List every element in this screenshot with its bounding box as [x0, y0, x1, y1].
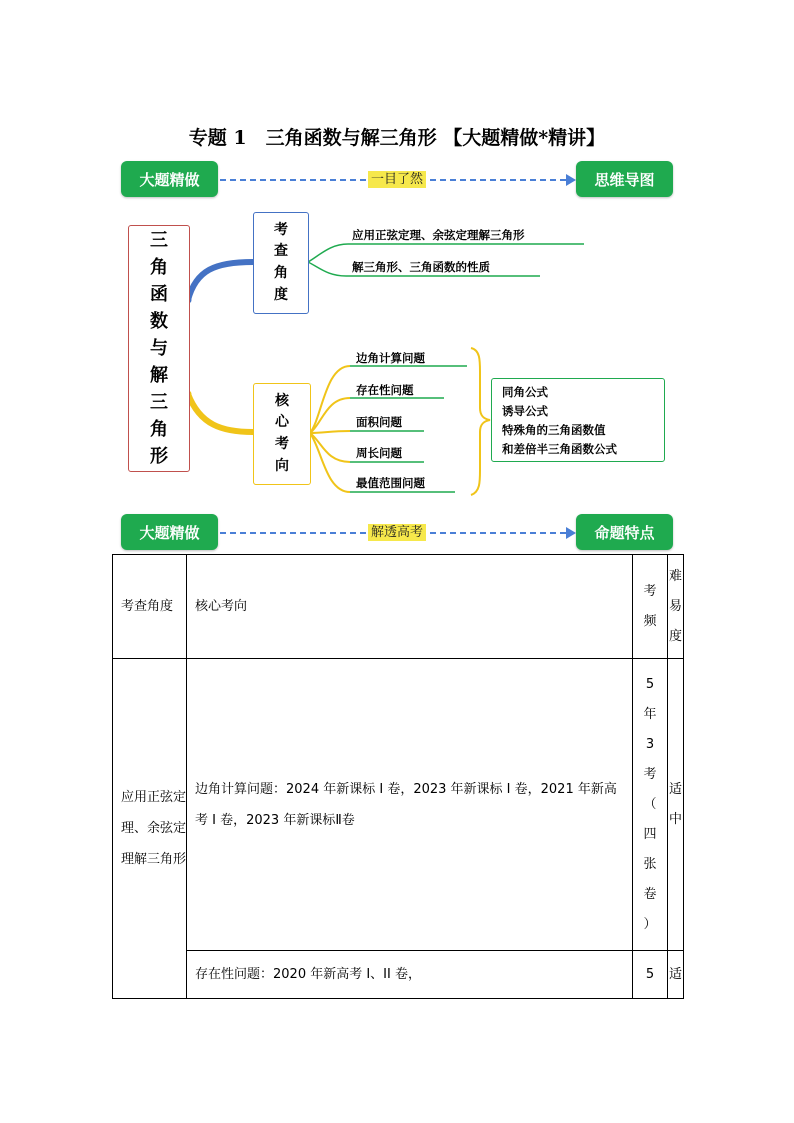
banner-tag: 一目了然	[368, 171, 426, 188]
header-frequency: 考 频	[633, 555, 668, 659]
mindmap-root: 三 角 函 数 与 解 三 角 形	[128, 225, 190, 472]
header-direction: 核心考向	[187, 555, 633, 659]
formula-item: 同角公式	[502, 385, 548, 399]
table-row	[113, 951, 684, 999]
row-frequency: 5	[633, 951, 668, 999]
bottom-leaf-4: 周长问题	[356, 446, 402, 460]
table-row	[113, 659, 684, 951]
banner2-left-badge: 大题精做	[121, 514, 218, 550]
banner2-tag: 解透高考	[368, 524, 426, 541]
formula-item: 诱导公式	[502, 404, 548, 418]
row-difficulty: 适	[668, 951, 684, 999]
bottom-leaf-2: 存在性问题	[356, 383, 414, 397]
connector-bottom-2	[310, 398, 350, 433]
page-title: 专题 1 三角函数与解三角形 【大题精做*精讲】	[188, 127, 606, 149]
header-angle: 考查角度	[113, 555, 187, 659]
connector-root-top	[188, 262, 253, 300]
row-angle: 应用正弦定理、余弦定理解三角形	[113, 659, 187, 999]
table-header-row	[113, 555, 684, 659]
bottom-leaf-3: 面积问题	[356, 415, 402, 429]
formula-item: 和差倍半三角函数公式	[502, 442, 617, 456]
exam-table	[112, 554, 684, 999]
top-leaf-2: 解三角形、三角函数的性质	[352, 260, 490, 274]
top-leaf-1: 应用正弦定理、余弦定理解三角形	[352, 228, 525, 242]
bottom-leaf-1: 边角计算问题	[356, 351, 425, 365]
connector-bottom-4	[310, 433, 350, 462]
arrow-right-icon	[566, 527, 576, 539]
banner-right-badge: 思维导图	[576, 161, 673, 197]
row-direction: 边角计算问题：2024 年新课标 I 卷，2023 年新课标 I 卷，2021 年新高考 I 卷，2023 年新课标Ⅱ卷	[187, 659, 633, 951]
row-direction: 存在性问题：2020 年新高考 I、II 卷，	[187, 951, 633, 999]
mindmap-branch-bottom: 核 心 考 向	[253, 383, 311, 485]
banner2-right-badge: 命题特点	[576, 514, 673, 550]
formula-box	[491, 378, 665, 462]
row-difficulty: 适 中	[668, 659, 684, 951]
row-frequency: 5 年 3 考 （ 四 张 卷 ）	[633, 659, 668, 951]
banner-left-badge: 大题精做	[121, 161, 218, 197]
connector-bottom-3	[310, 431, 350, 433]
header-difficulty: 难 易 度	[668, 555, 684, 659]
mindmap-branch-top: 考 查 角 度	[253, 212, 309, 314]
bottom-leaf-5: 最值范围问题	[356, 476, 425, 490]
connector-root-bottom	[188, 394, 253, 432]
curly-brace	[471, 348, 490, 495]
formula-item: 特殊角的三角函数值	[502, 423, 606, 437]
